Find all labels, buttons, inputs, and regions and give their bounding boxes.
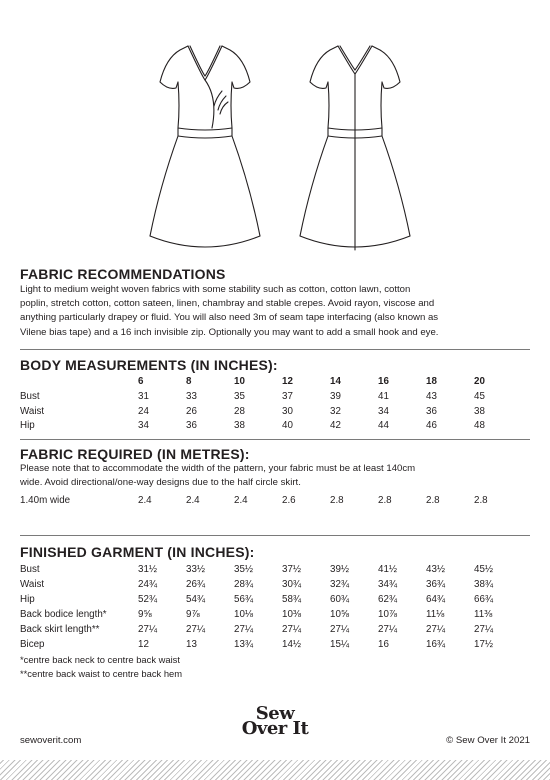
paragraph-line: anything particularly drapey or fluid. You will also need 3m of seam tape interfacing (also known as — [20, 312, 439, 324]
table-row — [20, 638, 535, 652]
table-cell: 38 — [234, 420, 245, 431]
table-cell: 41½ — [378, 564, 398, 575]
website-link[interactable]: sewoverit.com — [20, 735, 82, 746]
row-label: Waist — [20, 579, 45, 590]
row-label: Back skirt length** — [20, 624, 100, 635]
size-header-cell: 14 — [330, 376, 341, 387]
table-cell: 52¾ — [138, 594, 158, 605]
table-cell: 31½ — [138, 564, 158, 575]
table-cell: 16¾ — [426, 639, 446, 650]
table-cell: 14½ — [282, 639, 302, 650]
hatched-border — [0, 760, 550, 780]
table-cell: 36¾ — [426, 579, 446, 590]
finished-garment-heading: FINISHED GARMENT (IN INCHES): — [20, 544, 255, 560]
table-cell: 33½ — [186, 564, 206, 575]
section-divider — [20, 439, 530, 440]
logo-line: Sew — [255, 703, 295, 724]
table-cell: 34 — [378, 405, 389, 417]
table-cell: 35 — [234, 391, 245, 402]
table-cell: 11⅛ — [426, 609, 445, 620]
fabric-recommendations-heading: FABRIC RECOMMENDATIONS — [20, 266, 226, 282]
table-cell: 40 — [282, 420, 293, 431]
table-cell: 30¾ — [282, 579, 302, 590]
logo-line: Over It — [241, 718, 309, 739]
table-cell: 28¾ — [234, 579, 254, 590]
dress-front-drawing — [150, 46, 260, 247]
section-divider — [20, 349, 530, 350]
table-cell: 32¾ — [330, 579, 350, 590]
table-cell: 10⅝ — [330, 609, 350, 620]
table-cell: 37½ — [282, 564, 302, 575]
table-cell: 44 — [378, 420, 389, 431]
table-cell: 2.8 — [330, 495, 344, 506]
paragraph-line: Vilene bias tape) and a 16 inch invisible zip. Optionally you may want to add a small hook and eye. — [20, 326, 439, 338]
fabric-required-text — [20, 462, 535, 490]
table-cell: 43 — [426, 391, 437, 402]
table-cell: 2.8 — [378, 495, 392, 506]
footnote-skirt: **centre back waist to centre back hem — [20, 668, 183, 679]
paragraph-line: Please note that to accommodate the width of the pattern, your fabric must be at least 140cm — [20, 463, 416, 474]
dress-back-drawing — [300, 46, 410, 250]
table-cell: 39 — [330, 391, 341, 402]
size-header-cell: 20 — [474, 376, 485, 387]
table-cell: 2.4 — [234, 495, 248, 506]
table-cell: 24¾ — [138, 579, 158, 590]
table-cell: 39½ — [330, 564, 350, 575]
table-cell: 27¼ — [234, 624, 254, 635]
table-cell: 2.4 — [186, 495, 200, 506]
table-cell: 34 — [138, 420, 149, 431]
table-row — [20, 593, 535, 607]
table-row — [20, 578, 535, 592]
row-label: Back bodice length* — [20, 609, 107, 620]
body-measurements-heading: BODY MEASUREMENTS (IN INCHES): — [20, 357, 278, 373]
table-cell: 48 — [474, 420, 485, 431]
paragraph-line: poplin, stretch cotton, cotton sateen, linen, chambray and stable crepes. Avoid rayon, viscose and — [20, 298, 435, 310]
table-cell: 64¾ — [426, 594, 446, 605]
table-cell: 27¼ — [474, 624, 494, 635]
table-cell: 27¼ — [282, 624, 302, 635]
row-label: Hip — [20, 594, 35, 605]
table-cell: 45 — [474, 391, 485, 402]
table-cell: 34¾ — [378, 579, 398, 590]
table-row — [20, 390, 535, 404]
table-cell: 58¾ — [282, 594, 302, 605]
paragraph-line: wide. Avoid directional/one-way designs due to the half circle skirt. — [20, 477, 301, 489]
dress-technical-drawing — [140, 36, 420, 266]
table-cell: 36 — [426, 405, 437, 417]
footnote-bodice: *centre back neck to centre back waist — [20, 654, 180, 665]
table-cell: 38¾ — [474, 579, 494, 590]
table-cell: 2.8 — [426, 495, 440, 506]
row-label: Bicep — [20, 639, 45, 650]
table-cell: 13¾ — [234, 639, 254, 650]
sew-over-it-logo — [225, 703, 325, 739]
table-cell: 35½ — [234, 564, 254, 575]
table-cell: 13 — [186, 639, 197, 650]
table-cell: 56¾ — [234, 594, 254, 605]
table-cell: 38 — [474, 405, 485, 417]
table-cell: 26¾ — [186, 579, 206, 590]
fabric-required-heading: FABRIC REQUIRED (IN METRES): — [20, 446, 250, 462]
size-header-cell: 16 — [378, 376, 389, 387]
table-cell: 45½ — [474, 564, 494, 575]
table-row — [20, 494, 535, 508]
size-header-cell: 18 — [426, 376, 437, 387]
table-cell: 66¾ — [474, 594, 494, 605]
section-divider — [20, 535, 530, 536]
table-row — [20, 623, 535, 637]
table-cell: 15¼ — [330, 639, 350, 650]
table-cell: 12 — [138, 639, 149, 650]
table-cell: 41 — [378, 391, 389, 402]
table-cell: 16 — [378, 639, 389, 650]
table-row — [20, 419, 535, 433]
table-cell: 2.6 — [282, 495, 296, 506]
paragraph-line: Light to medium weight woven fabrics with some stability such as cotton, cotton lawn, cotton — [20, 284, 411, 295]
table-cell: 17½ — [474, 639, 494, 650]
table-cell: 10⅛ — [234, 609, 254, 620]
fabric-recommendations-text — [20, 283, 535, 340]
table-cell: 33 — [186, 391, 197, 402]
size-header-cell: 10 — [234, 376, 245, 387]
row-label: Waist — [20, 405, 45, 417]
table-cell: 26 — [186, 405, 197, 417]
copyright-text: © Sew Over It 2021 — [446, 735, 530, 746]
table-cell: 27¼ — [426, 624, 446, 635]
table-cell: 27¼ — [138, 624, 158, 635]
row-label: Bust — [20, 564, 40, 575]
table-cell: 32 — [330, 405, 341, 417]
table-cell: 10⅞ — [378, 609, 398, 620]
table-cell: 24 — [138, 405, 149, 417]
table-cell: 31 — [138, 391, 149, 402]
size-header-cell: 6 — [138, 376, 144, 387]
table-cell: 9⅞ — [186, 609, 200, 620]
table-cell: 10⅜ — [282, 609, 302, 620]
row-label: Bust — [20, 391, 40, 402]
table-cell: 27¼ — [330, 624, 350, 635]
table-cell: 27¼ — [186, 624, 206, 635]
table-cell: 30 — [282, 405, 293, 417]
table-cell: 2.4 — [138, 495, 152, 506]
table-header-row — [20, 375, 535, 389]
size-header-cell: 12 — [282, 376, 293, 387]
table-row — [20, 405, 535, 419]
table-cell: 27¼ — [378, 624, 398, 635]
table-cell: 42 — [330, 420, 341, 431]
size-header-cell: 8 — [186, 376, 192, 387]
table-cell: 9⅝ — [138, 609, 152, 620]
table-cell: 60¾ — [330, 594, 350, 605]
table-cell: 37 — [282, 391, 293, 402]
table-cell: 11⅜ — [474, 609, 493, 620]
row-label: Hip — [20, 420, 35, 431]
table-cell: 2.8 — [474, 495, 488, 506]
table-cell: 54¾ — [186, 594, 206, 605]
table-cell: 46 — [426, 420, 437, 431]
table-cell: 62¾ — [378, 594, 398, 605]
table-row — [20, 608, 535, 622]
row-label: 1.40m wide — [20, 495, 71, 506]
table-cell: 36 — [186, 420, 197, 431]
table-cell: 28 — [234, 405, 245, 417]
table-row — [20, 563, 535, 577]
table-cell: 43½ — [426, 564, 446, 575]
